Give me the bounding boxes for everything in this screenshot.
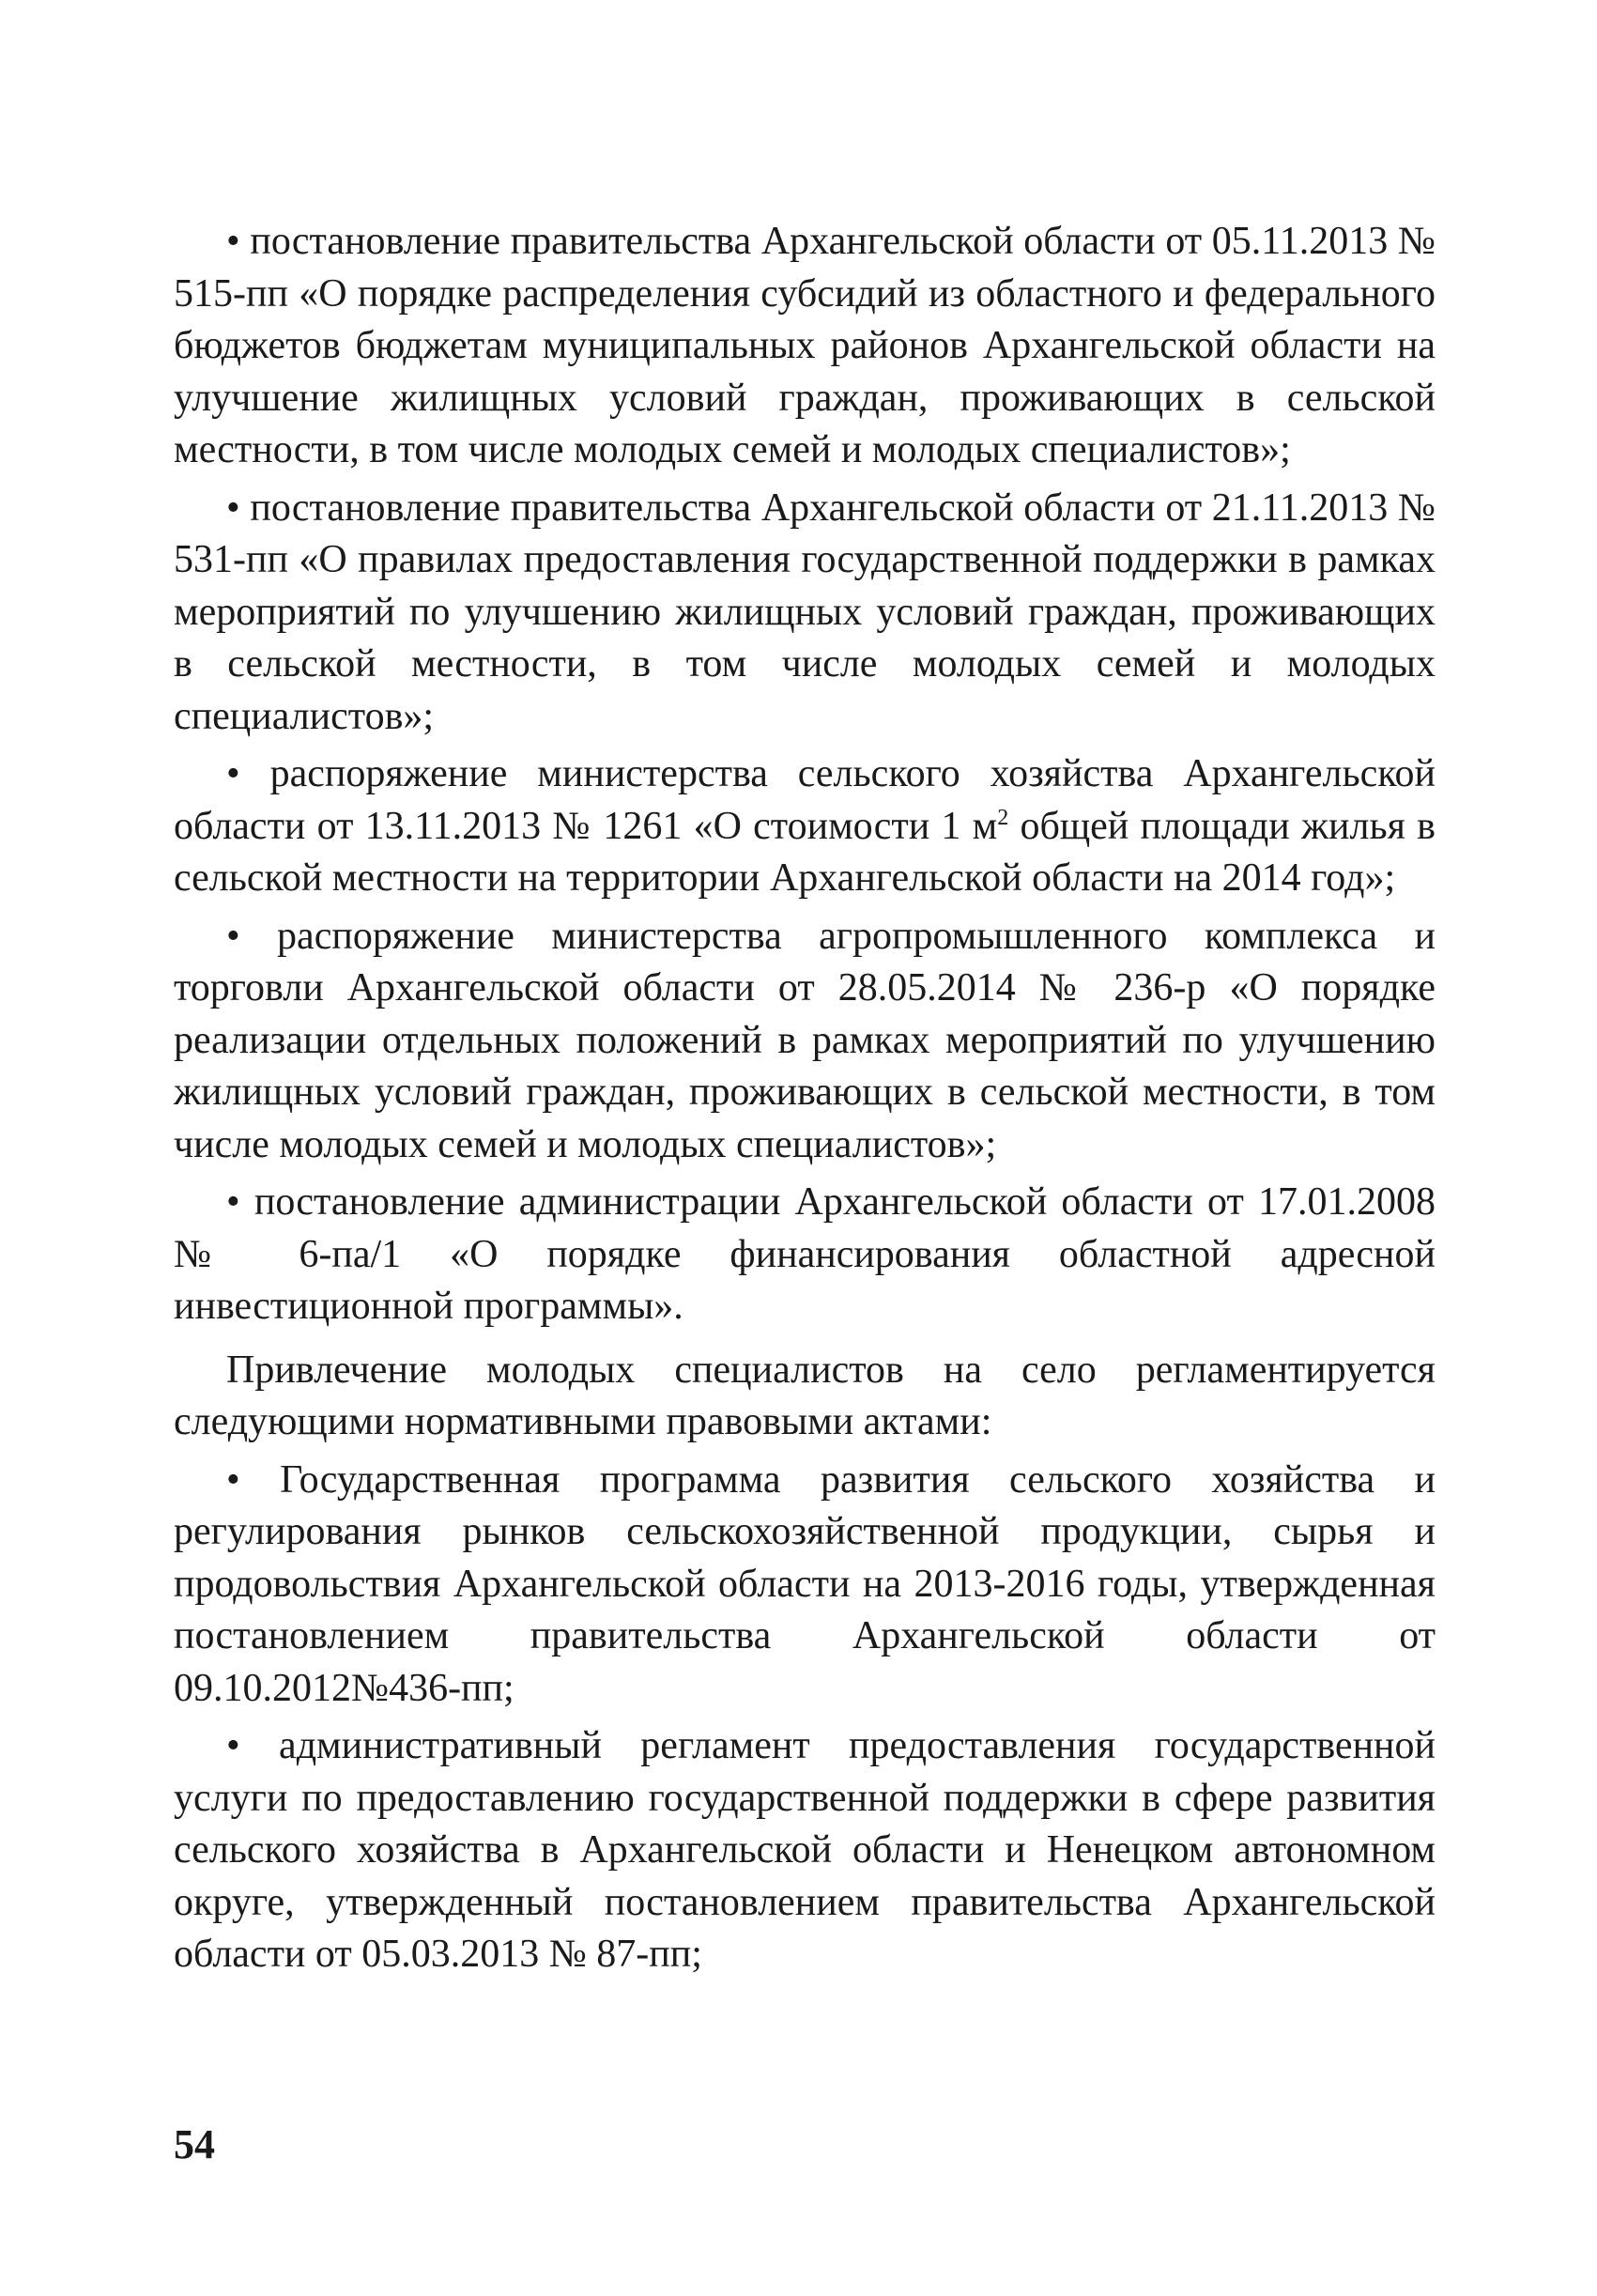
page-body <box>174 216 1436 1987</box>
paragraph-order-236: • распоряжение министерства агропромышленного комплекса и торговли Архангельской области от 28.05.2014 № 236-р «О порядке реализации отдельных положений в рамках мероприятий по улучшению жилищных условий граждан, проживающих в сельской местности, в том числе молодых семей и молодых специалистов»; <box>174 914 1436 1166</box>
order-1261-text-before: • распоряжение министерства сельского хозяйства Архангельской области от 13.11.2013 № 1261 «О стоимости 1 м <box>174 752 1436 848</box>
superscript-two: 2 <box>997 805 1009 830</box>
paragraph-state-program: • Государственная программа развития сельского хозяйства и регулирования рынков сельскохозяйственной продукции, сырья и продовольствия Архангельской области на 2013-2016 годы, утвержденная постановлением правительства Архангельской области от 09.10.2012№436-пп; <box>174 1457 1436 1710</box>
paragraph-intro-specialists: Привлечение молодых специалистов на село регламентируется следующими нормативными правовыми актами: <box>174 1348 1436 1443</box>
page-number: 54 <box>174 2121 215 2167</box>
paragraph-order-1261 <box>174 748 1436 905</box>
order-1261-text-after: общей площади жилья в сельской местности на территории Архангельской области на 2014 год»; <box>174 804 1436 900</box>
paragraph-decree-6: • постановление администрации Архангельской области от 17.01.2008 № 6-па/1 «О порядке финансирования областной адресной инвестиционной программы». <box>174 1180 1436 1328</box>
paragraph-admin-regulation: • административный регламент предоставления государственной услуги по предоставлению государственной поддержки в сфере развития сельского хозяйства в Архангельской области и Ненецком автономном округе, утвержденный постановлением правительства Архангельской области от 05.03.2013 № 87-пп; <box>174 1724 1436 1976</box>
paragraph-decree-531: • постановление правительства Архангельской области от 21.11.2013 № 531-пп «О правилах предоставления государственной поддержки в рамках мероприятий по улучшению жилищных условий граждан, проживающих в сельской местности, в том числе молодых семей и молодых специалистов»; <box>174 485 1436 738</box>
paragraph-decree-515: • постановление правительства Архангельской области от 05.11.2013 № 515-пп «О порядке распределения субсидий из областного и федерального бюджетов бюджетам муниципальных районов Архангельской области на улучшение жилищных условий граждан, проживающих в сельской местности, в том числе молодых семей и молодых специалистов»; <box>174 220 1436 471</box>
